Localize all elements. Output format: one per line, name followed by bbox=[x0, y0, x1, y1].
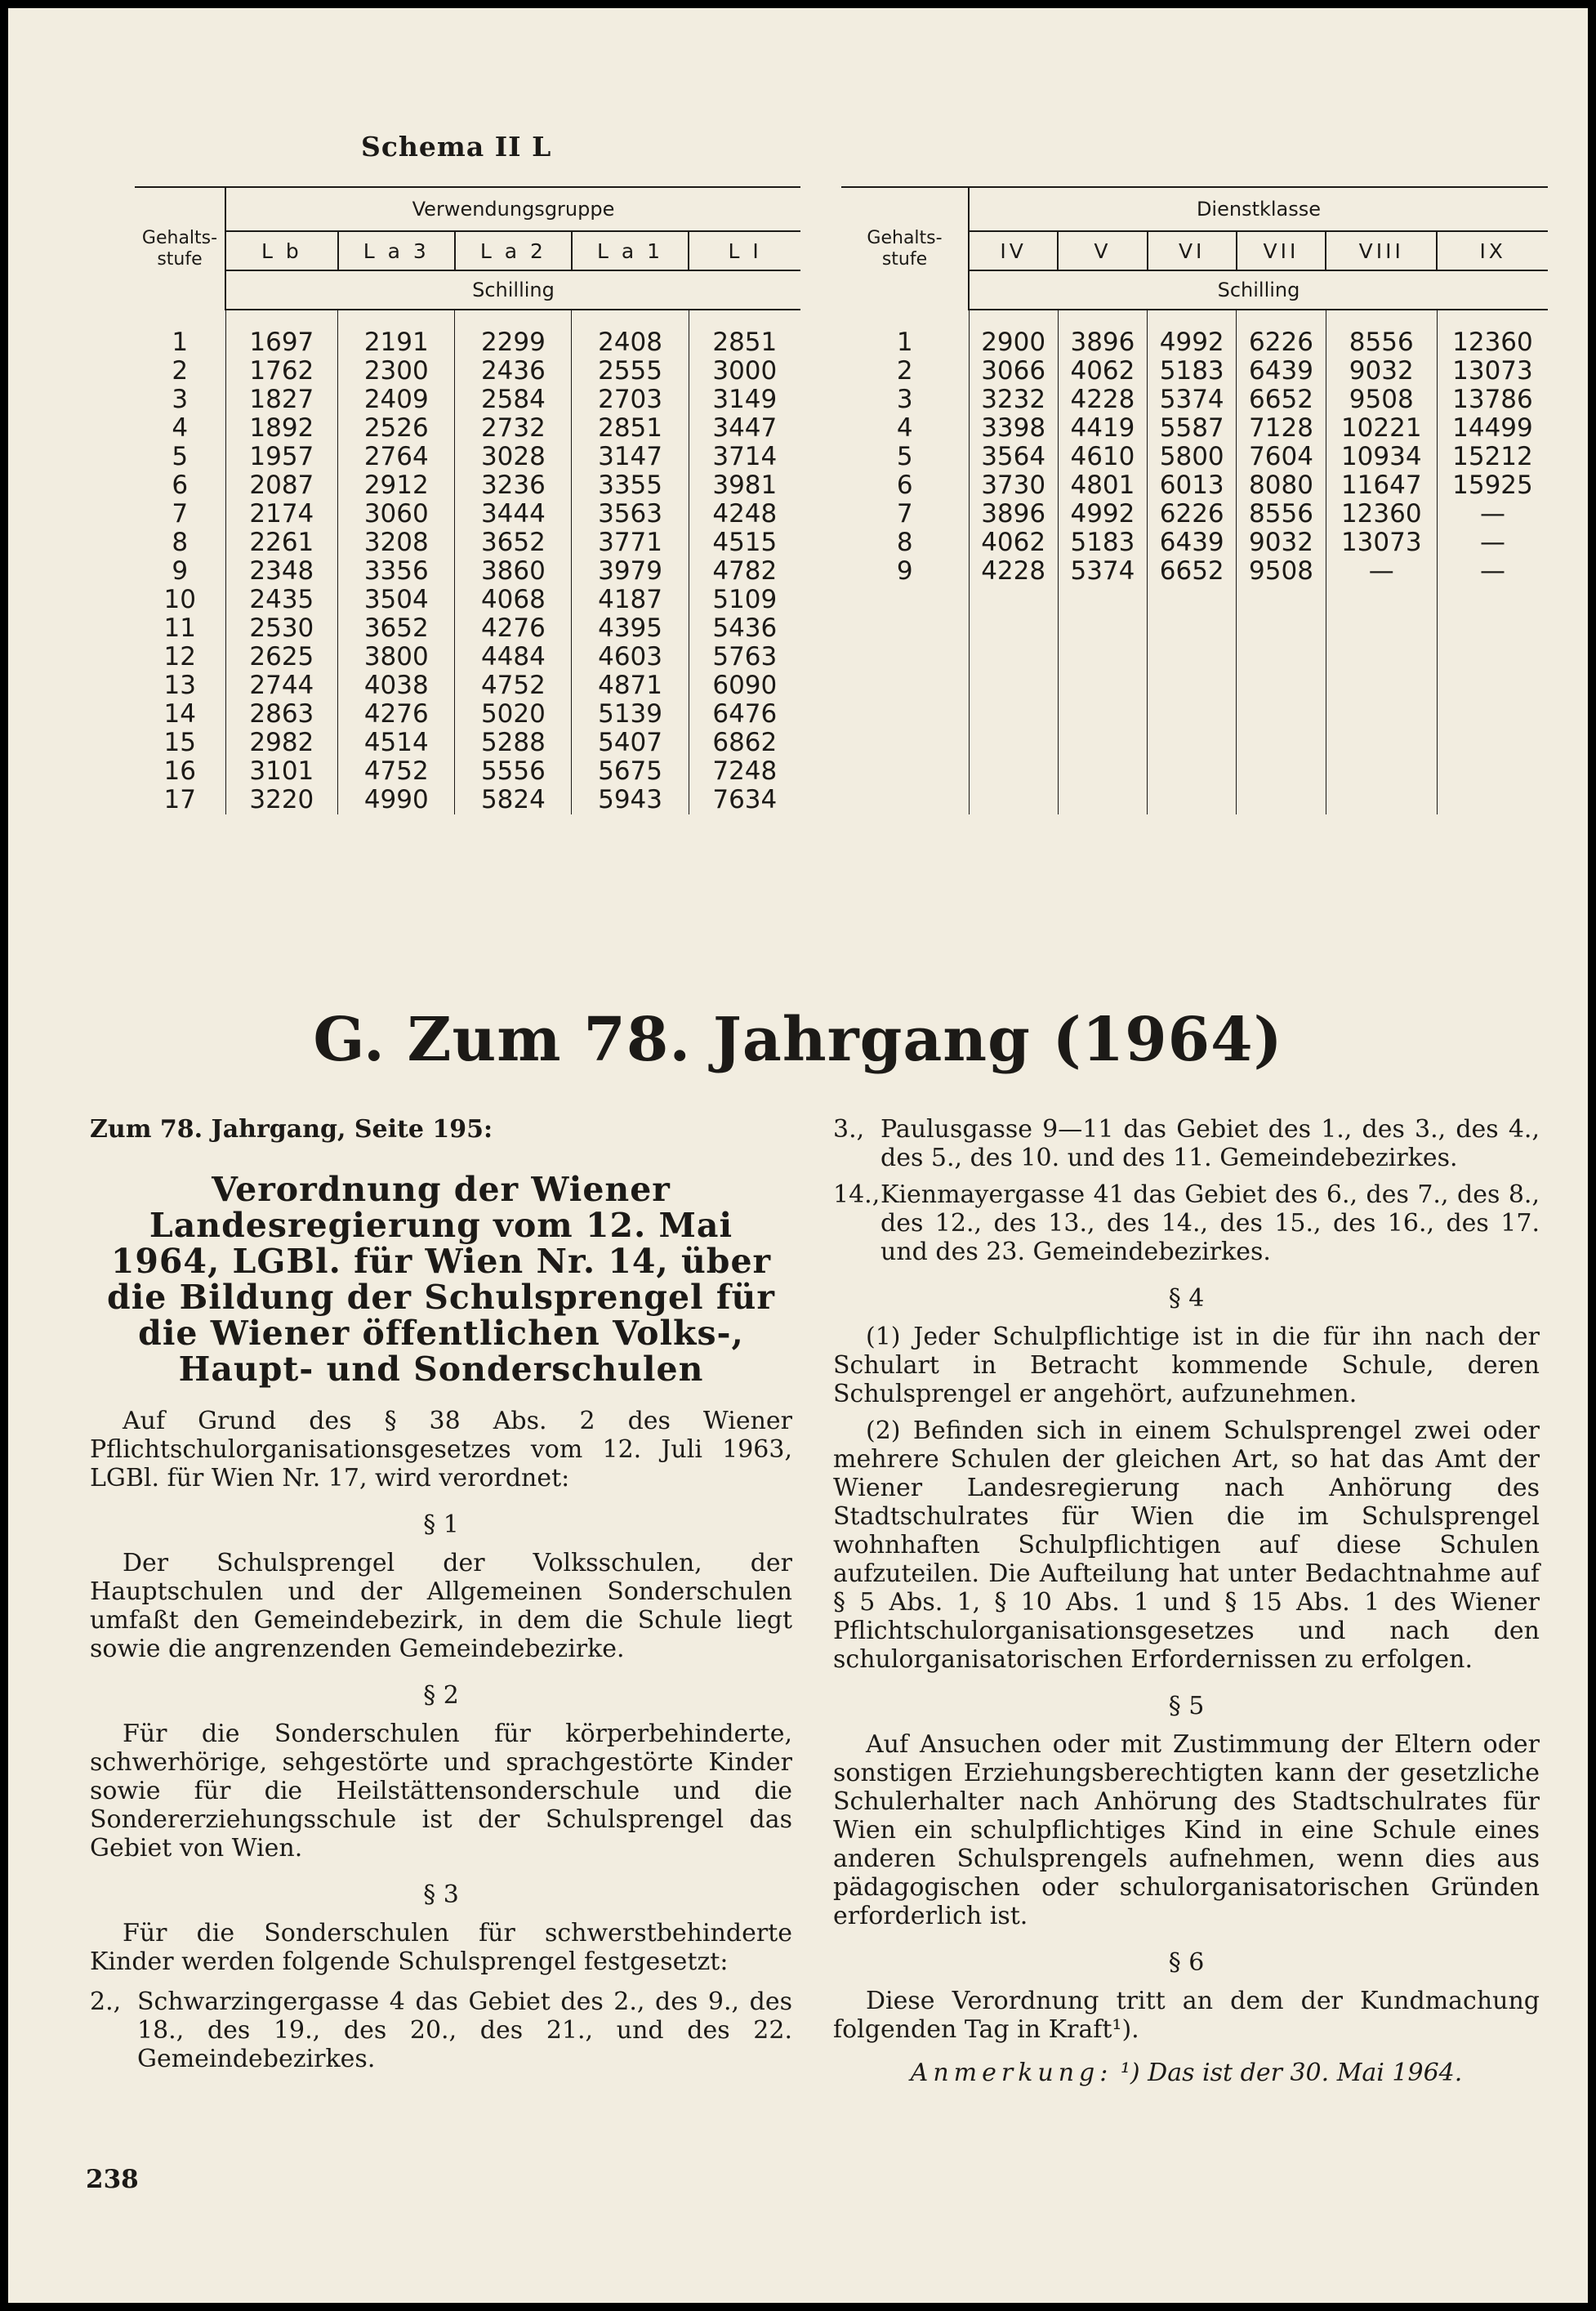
table-row bbox=[135, 529, 800, 557]
table-cell: 4062 bbox=[1058, 357, 1147, 386]
table-cell: 2409 bbox=[338, 386, 455, 414]
table-cell: 6862 bbox=[689, 729, 800, 757]
table-cell: 3149 bbox=[689, 386, 800, 414]
table-cell: 9508 bbox=[1237, 557, 1326, 586]
table-row bbox=[135, 614, 800, 643]
table-row bbox=[135, 328, 800, 357]
table-cell: 3147 bbox=[572, 443, 689, 471]
table-cell: 4187 bbox=[572, 586, 689, 614]
table-cell: 6652 bbox=[1148, 557, 1237, 586]
gehaltsstufe-cell: 6 bbox=[841, 471, 969, 500]
gehaltsstufe-cell: 16 bbox=[135, 757, 225, 786]
table-cell: 2436 bbox=[455, 357, 572, 386]
table-cell: 3236 bbox=[455, 471, 572, 500]
column-header: V bbox=[1058, 231, 1147, 270]
table-cell: 5288 bbox=[455, 729, 572, 757]
intro-paragraph: Auf Grund des § 38 Abs. 2 des Wiener Pflichtschulorganisationsgesetzes vom 12. Juli 1963, LGBl. für Wien Nr. 17, wird verordnet: bbox=[90, 1407, 792, 1492]
table-cell: 4062 bbox=[969, 529, 1058, 557]
table-cell: 3356 bbox=[338, 557, 455, 586]
section-4-para-2: (2) Befinden sich in einem Schulsprengel zwei oder mehrere Schulen der gleichen Art, so hat das Amt der Wiener Landesregierung nach Anhörung des Stadtschulrates für Wien die im Schulsprengel wohnhaften Schulpflichtigen auf diese Schulen aufzuteilen. Die Aufteilung hat unter Bedachtnahme auf § 5 Abs. 1, § 10 Abs. 1 und § 15 Abs. 1 des Wiener Pflichtschulorganisationsgesetzes und nach den schulorganisatorischen Erfordernissen zu erfolgen. bbox=[833, 1416, 1540, 1674]
table-cell: 2174 bbox=[225, 500, 338, 529]
table-cell: 2191 bbox=[338, 328, 455, 357]
table-cell: 10221 bbox=[1326, 414, 1437, 443]
gehaltsstufe-cell: 8 bbox=[135, 529, 225, 557]
table-row bbox=[135, 357, 800, 386]
section-5-text: Auf Ansuchen oder mit Zustimmung der Eltern oder sonstigen Erziehungsberechtigten kann der gesetzliche Schulerhalter nach Anhörung des Stadtschulrates für Wien ein schulpflichtiges Kind in eine Schule eines anderen Schulsprengels aufnehmen, wenn dies aus pädagogischen oder schulorganisatorischen Gründen erforderlich ist. bbox=[833, 1730, 1540, 1930]
table-cell: 2625 bbox=[225, 643, 338, 671]
table-cell: 3800 bbox=[338, 643, 455, 671]
table-cell: 1827 bbox=[225, 386, 338, 414]
table-row bbox=[135, 757, 800, 786]
table-cell: 2912 bbox=[338, 471, 455, 500]
empty-row bbox=[841, 757, 1548, 786]
table-cell: 14499 bbox=[1437, 414, 1548, 443]
table-cell: 5183 bbox=[1058, 529, 1147, 557]
table-row bbox=[135, 729, 800, 757]
table-cell: 3896 bbox=[1058, 328, 1147, 357]
table-row bbox=[841, 357, 1548, 386]
table-cell: 5407 bbox=[572, 729, 689, 757]
table-cell: 3981 bbox=[689, 471, 800, 500]
table-cell: 5436 bbox=[689, 614, 800, 643]
table-cell: 3564 bbox=[969, 443, 1058, 471]
table-cell: 6439 bbox=[1237, 357, 1326, 386]
table-cell: 2408 bbox=[572, 328, 689, 357]
list-item bbox=[833, 1115, 1540, 1172]
gehaltsstufe-cell: 1 bbox=[841, 328, 969, 357]
section-2-text: Für die Sonderschulen für körperbehinderte, schwerhörige, sehgestörte und sprachgestörte Kinder sowie für die Heilstättensonderschule und die Sondererziehungsschule ist der Schulsprengel das Gebiet von Wien. bbox=[90, 1720, 792, 1863]
table-row bbox=[841, 471, 1548, 500]
list-item-number: 3., bbox=[833, 1115, 865, 1144]
section-5-label: § 5 bbox=[1168, 1692, 1205, 1720]
gehaltsstufe-cell: 5 bbox=[135, 443, 225, 471]
gehaltsstufe-cell: 4 bbox=[841, 414, 969, 443]
table-cell: 6439 bbox=[1148, 529, 1237, 557]
table-cell: — bbox=[1437, 557, 1548, 586]
section-4-para-1: (1) Jeder Schulpflichtige ist in die für ihn nach der Schulart in Betracht kommende Schule, deren Schulsprengel er angehört, aufzunehmen. bbox=[833, 1323, 1540, 1408]
section-2-label: § 2 bbox=[423, 1681, 459, 1710]
table-cell: 3652 bbox=[455, 529, 572, 557]
table-row bbox=[135, 586, 800, 614]
table-cell: 5824 bbox=[455, 786, 572, 814]
section-3-text: Für die Sonderschulen für schwerstbehinderte Kinder werden folgende Schulsprengel festgesetzt: bbox=[90, 1919, 792, 1976]
table-cell: — bbox=[1437, 529, 1548, 557]
table-cell: 3896 bbox=[969, 500, 1058, 529]
table-cell: 5943 bbox=[572, 786, 689, 814]
table-cell: 4484 bbox=[455, 643, 572, 671]
table-cell: 2982 bbox=[225, 729, 338, 757]
table-cell: 7604 bbox=[1237, 443, 1326, 471]
table-cell: 6476 bbox=[689, 700, 800, 729]
table-cell: 2764 bbox=[338, 443, 455, 471]
subheading: Zum 78. Jahrgang, Seite 195: bbox=[90, 1115, 493, 1144]
table-cell: — bbox=[1437, 500, 1548, 529]
table-cell: 3563 bbox=[572, 500, 689, 529]
gehaltsstufe-cell: 17 bbox=[135, 786, 225, 814]
footnote-label: Anmerkung: bbox=[910, 2059, 1113, 2087]
table-cell: 4248 bbox=[689, 500, 800, 529]
table-cell: 8080 bbox=[1237, 471, 1326, 500]
table-cell: 3000 bbox=[689, 357, 800, 386]
gehaltsstufe-cell: 6 bbox=[135, 471, 225, 500]
table-cell: 1697 bbox=[225, 328, 338, 357]
section-4-label: § 4 bbox=[1168, 1284, 1205, 1313]
section-1-text: Der Schulsprengel der Volksschulen, der Hauptschulen und der Allgemeinen Sonderschulen umfaßt den Gemeindebezirk, in dem die Schule liegt sowie die angrenzenden Gemeindebezirke. bbox=[90, 1549, 792, 1663]
table-row bbox=[841, 529, 1548, 557]
footnote bbox=[833, 2059, 1540, 2087]
gehaltsstufe-cell: 5 bbox=[841, 443, 969, 471]
table-cell: 3232 bbox=[969, 386, 1058, 414]
gehaltsstufe-cell: 9 bbox=[135, 557, 225, 586]
table-cell: 5020 bbox=[455, 700, 572, 729]
gehaltsstufe-cell: 11 bbox=[135, 614, 225, 643]
column-header: L b bbox=[225, 231, 338, 270]
table-row bbox=[135, 557, 800, 586]
table-cell: 4068 bbox=[455, 586, 572, 614]
list-item-text: Kienmayergasse 41 das Gebiet des 6., des 7., des 8., des 12., des 13., des 14., des 15., des 16., des 17. und des 23. Gemeindebezirkes. bbox=[880, 1180, 1540, 1266]
table-cell: 3208 bbox=[338, 529, 455, 557]
gehaltsstufe-cell: 12 bbox=[135, 643, 225, 671]
table-cell: 2530 bbox=[225, 614, 338, 643]
table-cell: 15925 bbox=[1437, 471, 1548, 500]
table-cell: 4276 bbox=[455, 614, 572, 643]
gehaltsstufe-cell: 3 bbox=[135, 386, 225, 414]
table-cell: 2087 bbox=[225, 471, 338, 500]
table-cell: 2703 bbox=[572, 386, 689, 414]
table-cell: 3979 bbox=[572, 557, 689, 586]
table-cell: 4871 bbox=[572, 671, 689, 700]
table-cell: 4752 bbox=[338, 757, 455, 786]
table-cell: 4038 bbox=[338, 671, 455, 700]
column-header: L I bbox=[689, 231, 800, 270]
table-cell: 2584 bbox=[455, 386, 572, 414]
table-cell: 2732 bbox=[455, 414, 572, 443]
table-cell: 12360 bbox=[1326, 500, 1437, 529]
gehaltsstufe-cell: 10 bbox=[135, 586, 225, 614]
table-cell: 13073 bbox=[1437, 357, 1548, 386]
table-cell: 4515 bbox=[689, 529, 800, 557]
table-cell: 6226 bbox=[1237, 328, 1326, 357]
ordinance-title: Verordnung der Wiener Landesregierung vom 12. Mai 1964, LGBl. für Wien Nr. 14, über die Bildung der Schulsprengel für die Wiener öffentlichen Volks-, Haupt- und Sonderschulen bbox=[107, 1170, 775, 1389]
table-cell: 7128 bbox=[1237, 414, 1326, 443]
salary-table-dienstklasse bbox=[841, 186, 1548, 814]
empty-row bbox=[841, 700, 1548, 729]
table-cell: 1957 bbox=[225, 443, 338, 471]
verwendungsgruppe-header: Verwendungsgruppe bbox=[225, 188, 800, 231]
table-cell: 4228 bbox=[1058, 386, 1147, 414]
document-page bbox=[8, 8, 1588, 2303]
table-cell: 3355 bbox=[572, 471, 689, 500]
table-row bbox=[135, 386, 800, 414]
schema-title: Schema II L bbox=[361, 131, 552, 163]
table-cell: 3101 bbox=[225, 757, 338, 786]
empty-row bbox=[841, 671, 1548, 700]
table-cell: 5139 bbox=[572, 700, 689, 729]
table-cell: 2299 bbox=[455, 328, 572, 357]
table-cell: 4603 bbox=[572, 643, 689, 671]
table-row bbox=[841, 328, 1548, 357]
list-item-text: Paulusgasse 9—11 das Gebiet des 1., des 3., des 4., des 5., des 10. und des 11. Gemeindebezirkes. bbox=[880, 1115, 1540, 1172]
unit-header: Schilling bbox=[225, 270, 800, 310]
table-cell: 2526 bbox=[338, 414, 455, 443]
table-cell: 4395 bbox=[572, 614, 689, 643]
empty-row bbox=[841, 643, 1548, 671]
table-cell: 2348 bbox=[225, 557, 338, 586]
table-cell: 3398 bbox=[969, 414, 1058, 443]
table-row bbox=[135, 471, 800, 500]
empty-row bbox=[841, 614, 1548, 643]
table-cell: 2300 bbox=[338, 357, 455, 386]
table-cell: 4990 bbox=[338, 786, 455, 814]
table-row bbox=[841, 500, 1548, 529]
column-header-row bbox=[135, 231, 800, 270]
column-header: L a 1 bbox=[572, 231, 689, 270]
gehaltsstufe-header: Gehalts- stufe bbox=[135, 188, 225, 310]
list-item-number: 14., bbox=[833, 1180, 880, 1209]
table-cell: 5800 bbox=[1148, 443, 1237, 471]
column-header: L a 3 bbox=[338, 231, 455, 270]
table-cell: 4992 bbox=[1148, 328, 1237, 357]
table-cell: 4228 bbox=[969, 557, 1058, 586]
table-cell: 9032 bbox=[1237, 529, 1326, 557]
table-cell: 3066 bbox=[969, 357, 1058, 386]
table-row bbox=[841, 443, 1548, 471]
table-cell: 13073 bbox=[1326, 529, 1437, 557]
table-cell: 4992 bbox=[1058, 500, 1147, 529]
table-cell: 3771 bbox=[572, 529, 689, 557]
table-cell: 4610 bbox=[1058, 443, 1147, 471]
gehaltsstufe-cell: 14 bbox=[135, 700, 225, 729]
table-row bbox=[135, 414, 800, 443]
column-header: IX bbox=[1437, 231, 1548, 270]
table-cell: 6013 bbox=[1148, 471, 1237, 500]
table-cell: 3714 bbox=[689, 443, 800, 471]
table-row bbox=[841, 557, 1548, 586]
gehaltsstufe-header: Gehalts- stufe bbox=[841, 188, 969, 310]
section-title: G. Zum 78. Jahrgang (1964) bbox=[313, 1005, 1283, 1075]
table-cell: 3652 bbox=[338, 614, 455, 643]
table-cell: 4419 bbox=[1058, 414, 1147, 443]
unit-header: Schilling bbox=[969, 270, 1548, 310]
table-cell: 12360 bbox=[1437, 328, 1548, 357]
column-header: IV bbox=[969, 231, 1058, 270]
table-cell: 4782 bbox=[689, 557, 800, 586]
gehaltsstufe-cell: 15 bbox=[135, 729, 225, 757]
empty-row bbox=[841, 786, 1548, 814]
table-cell: 2851 bbox=[572, 414, 689, 443]
table-row bbox=[135, 443, 800, 471]
table-cell: 8556 bbox=[1237, 500, 1326, 529]
gehaltsstufe-cell: 2 bbox=[135, 357, 225, 386]
table-cell: 8556 bbox=[1326, 328, 1437, 357]
list-item bbox=[833, 1180, 1540, 1266]
table-cell: 3504 bbox=[338, 586, 455, 614]
column-header: VII bbox=[1237, 231, 1326, 270]
table-cell: 4801 bbox=[1058, 471, 1147, 500]
section-3-label: § 3 bbox=[423, 1880, 459, 1909]
footnote-text: ¹) Das ist der 30. Mai 1964. bbox=[1120, 2059, 1463, 2087]
empty-row bbox=[841, 729, 1548, 757]
column-header: VI bbox=[1148, 231, 1237, 270]
table-cell: 6090 bbox=[689, 671, 800, 700]
empty-row bbox=[841, 586, 1548, 614]
table-cell: 6652 bbox=[1237, 386, 1326, 414]
page-number: 238 bbox=[86, 2165, 139, 2194]
table-cell: 4276 bbox=[338, 700, 455, 729]
gehaltsstufe-cell: 7 bbox=[135, 500, 225, 529]
table-cell: 5763 bbox=[689, 643, 800, 671]
table-cell: 6226 bbox=[1148, 500, 1237, 529]
table-cell: 4752 bbox=[455, 671, 572, 700]
table-cell: 7248 bbox=[689, 757, 800, 786]
list-item-number: 2., bbox=[90, 1988, 122, 2016]
table-cell: 3444 bbox=[455, 500, 572, 529]
table-row bbox=[135, 500, 800, 529]
gehaltsstufe-cell: 1 bbox=[135, 328, 225, 357]
section-6-text: Diese Verordnung tritt an dem der Kundmachung folgenden Tag in Kraft¹). bbox=[833, 1987, 1540, 2044]
table-row bbox=[135, 671, 800, 700]
table-cell: 4514 bbox=[338, 729, 455, 757]
table-cell: 9508 bbox=[1326, 386, 1437, 414]
table-cell: 15212 bbox=[1437, 443, 1548, 471]
list-item-text: Schwarzingergasse 4 das Gebiet des 2., des 9., des 18., des 19., des 20., des 21., und des 22. Gemeindebezirkes. bbox=[137, 1988, 792, 2073]
gehaltsstufe-cell: 4 bbox=[135, 414, 225, 443]
table-cell: 2744 bbox=[225, 671, 338, 700]
table-row bbox=[841, 386, 1548, 414]
table-cell: 2851 bbox=[689, 328, 800, 357]
dienstklasse-header: Dienstklasse bbox=[969, 188, 1548, 231]
table-cell: 5374 bbox=[1058, 557, 1147, 586]
table-cell: 5374 bbox=[1148, 386, 1237, 414]
table-cell: 5109 bbox=[689, 586, 800, 614]
list-item bbox=[90, 1988, 792, 2073]
table-cell: 5183 bbox=[1148, 357, 1237, 386]
table-cell: 10934 bbox=[1326, 443, 1437, 471]
table-cell: 2555 bbox=[572, 357, 689, 386]
gehaltsstufe-cell: 13 bbox=[135, 671, 225, 700]
table-cell: 2435 bbox=[225, 586, 338, 614]
table-cell: 5675 bbox=[572, 757, 689, 786]
gehaltsstufe-cell: 8 bbox=[841, 529, 969, 557]
table-cell: 2261 bbox=[225, 529, 338, 557]
table-row bbox=[135, 700, 800, 729]
gehaltsstufe-cell: 3 bbox=[841, 386, 969, 414]
gehaltsstufe-cell: 7 bbox=[841, 500, 969, 529]
table-cell: 2900 bbox=[969, 328, 1058, 357]
table-cell: 5556 bbox=[455, 757, 572, 786]
table-cell: 2863 bbox=[225, 700, 338, 729]
table-cell: 3220 bbox=[225, 786, 338, 814]
gehaltsstufe-cell: 2 bbox=[841, 357, 969, 386]
table-cell: 9032 bbox=[1326, 357, 1437, 386]
table-cell: 1892 bbox=[225, 414, 338, 443]
section-6-label: § 6 bbox=[1168, 1948, 1205, 1977]
table-cell: 3060 bbox=[338, 500, 455, 529]
table-row bbox=[841, 414, 1548, 443]
table-cell: 3860 bbox=[455, 557, 572, 586]
section-1-label: § 1 bbox=[423, 1510, 459, 1539]
table-row bbox=[135, 786, 800, 814]
table-cell: 3028 bbox=[455, 443, 572, 471]
gehaltsstufe-cell: 9 bbox=[841, 557, 969, 586]
table-cell: 3730 bbox=[969, 471, 1058, 500]
table-cell: — bbox=[1326, 557, 1437, 586]
table-row bbox=[135, 643, 800, 671]
table-cell: 5587 bbox=[1148, 414, 1237, 443]
table-cell: 7634 bbox=[689, 786, 800, 814]
table-cell: 3447 bbox=[689, 414, 800, 443]
table-cell: 1762 bbox=[225, 357, 338, 386]
column-header: L a 2 bbox=[455, 231, 572, 270]
salary-table-verwendungsgruppe bbox=[135, 186, 800, 814]
table-cell: 11647 bbox=[1326, 471, 1437, 500]
column-header: VIII bbox=[1326, 231, 1437, 270]
table-cell: 13786 bbox=[1437, 386, 1548, 414]
left-text-column bbox=[90, 1115, 792, 2081]
right-text-column bbox=[833, 1115, 1540, 2087]
